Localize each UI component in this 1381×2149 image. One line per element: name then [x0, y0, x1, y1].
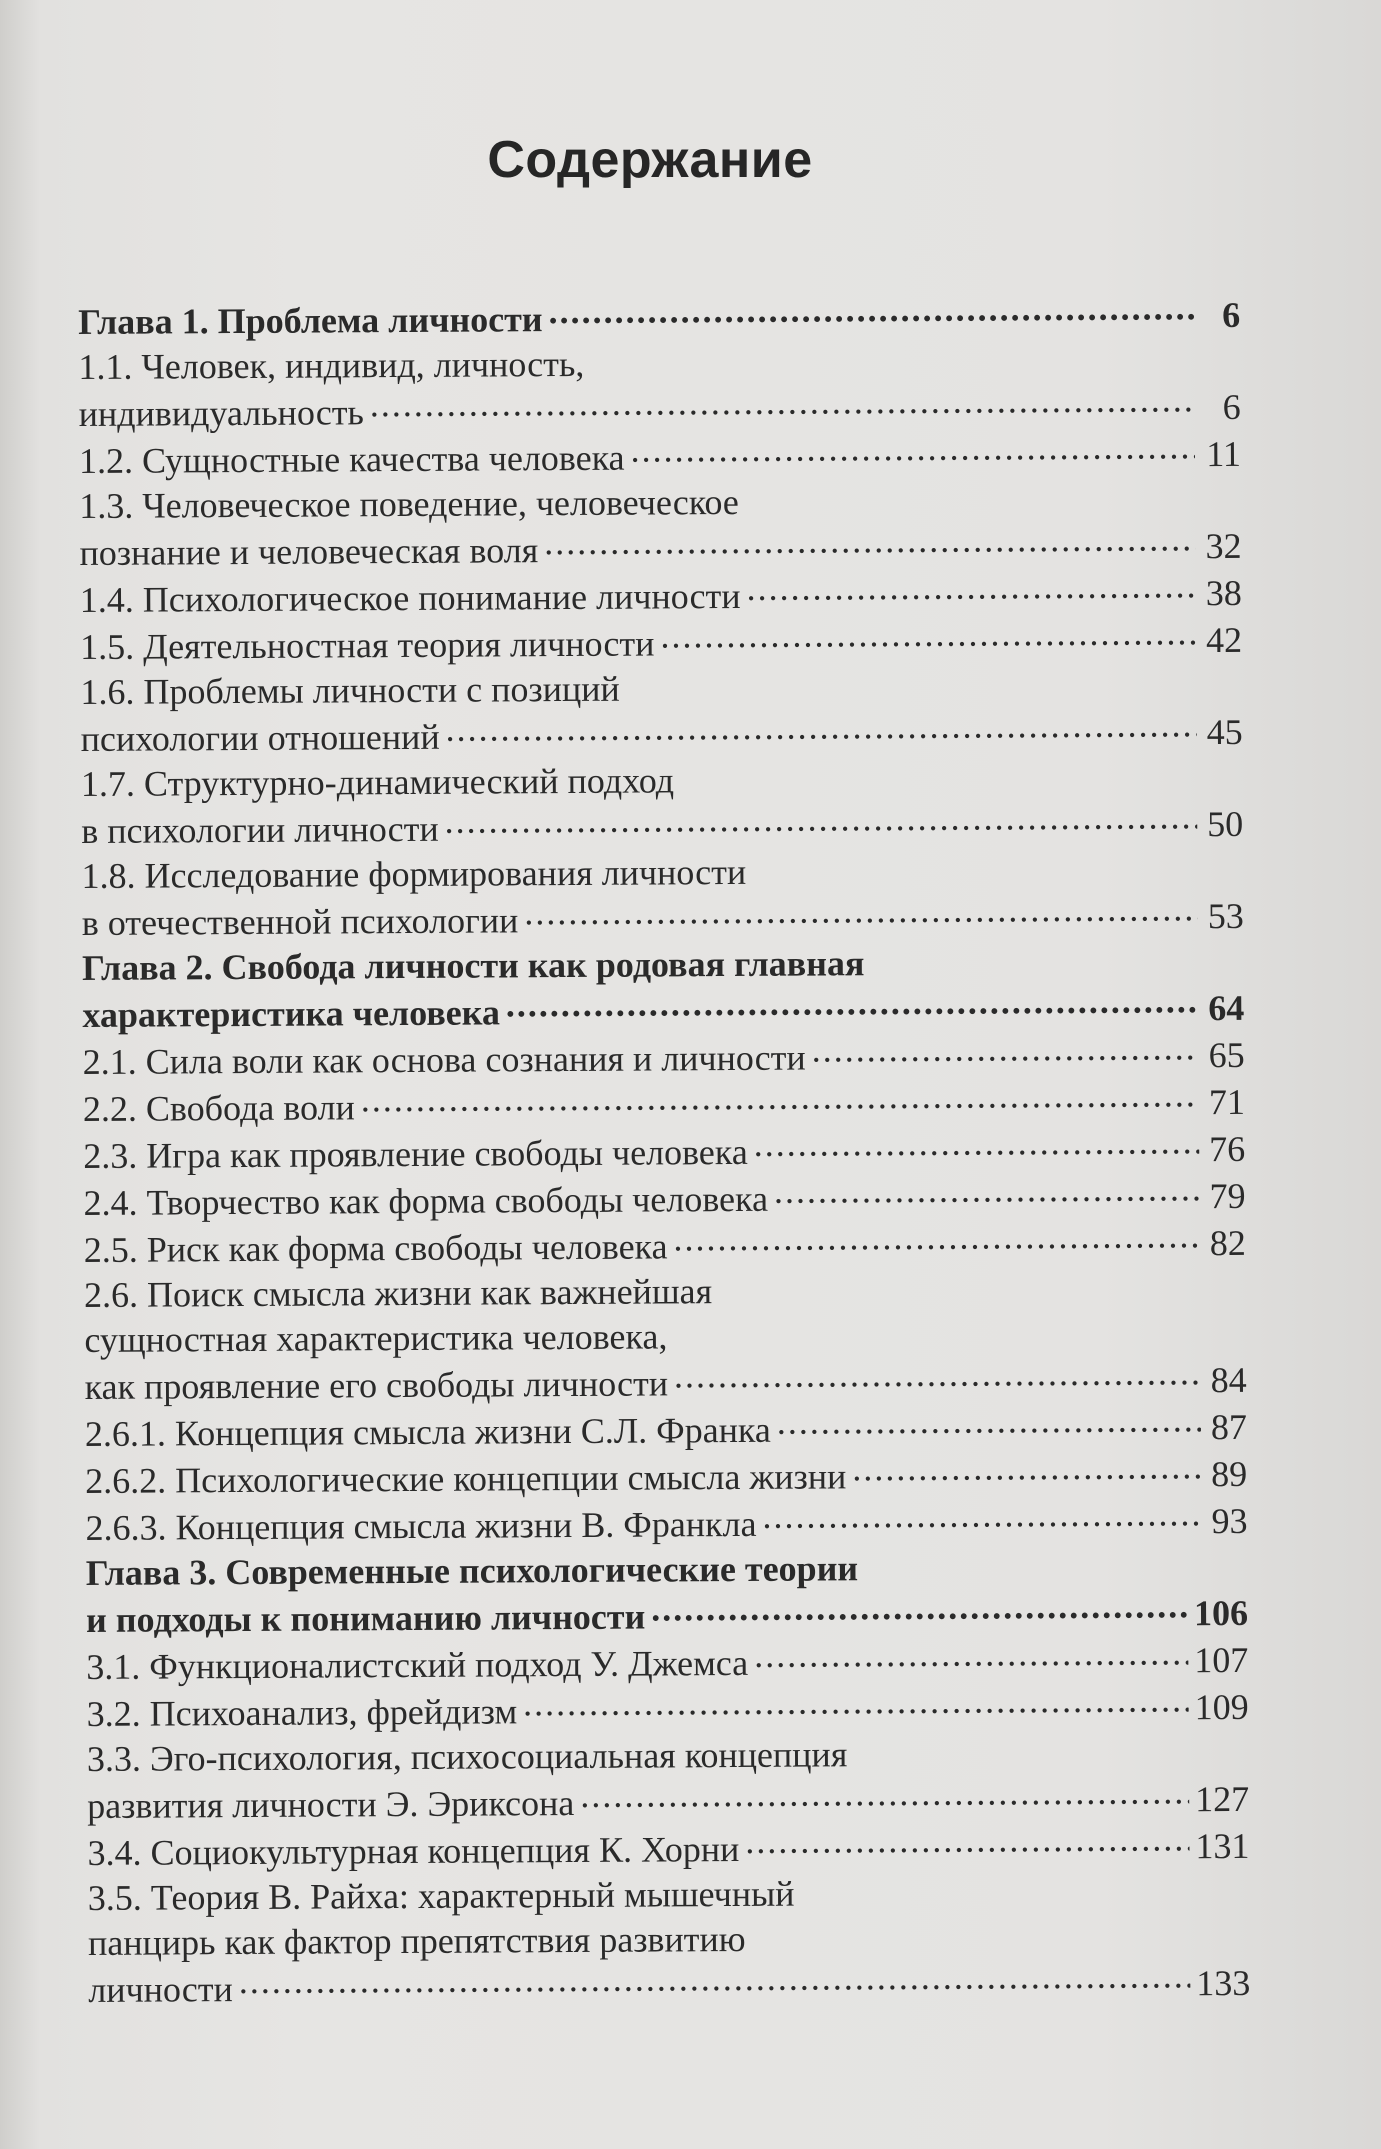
toc-entry-title-line: 2.2. Свобода воли: [82, 1087, 355, 1129]
toc-entry-title-line: 1.7. Структурно-динамический подход: [80, 760, 675, 804]
dot-leader: [745, 1822, 1189, 1861]
toc-section-entry: [85, 1497, 1247, 1551]
toc-entry-title-line: 1.8. Исследование формирования личности: [81, 851, 747, 896]
toc-entry-last-line: [85, 1403, 1247, 1457]
toc-entry-last-line: [81, 800, 1243, 854]
dot-leader: [812, 1031, 1199, 1069]
dot-leader: [852, 1450, 1201, 1488]
dot-leader: [754, 1636, 1188, 1675]
toc-entry-last-line: [80, 569, 1242, 623]
toc-entry-last-line: [87, 1822, 1249, 1876]
dot-leader: [774, 1172, 1200, 1211]
toc-section-entry: [87, 1822, 1249, 1876]
toc-section-entry: [87, 1730, 1250, 1829]
toc-page-number: 6: [1222, 294, 1241, 336]
toc-entry-last-line: [79, 522, 1241, 576]
dot-leader: [445, 708, 1196, 749]
toc-entry-title-line: 3.5. Теория В. Райха: характерный мышечный: [87, 1873, 795, 1918]
toc-entry-title-line: 1.4. Психологическое понимание личности: [79, 575, 741, 620]
toc-entry-title-line: 2.6.1. Концепция смысла жизни С.Л. Франка: [84, 1409, 771, 1454]
toc-entry-last-line: [83, 1125, 1245, 1179]
toc-entry-last-line: [87, 1683, 1249, 1737]
toc-entry-title-line: в отечественной психологии: [81, 900, 519, 943]
toc-entry-title-line: 1.2. Сущностные качества человека: [78, 437, 625, 481]
toc-entry-title-line: 2.6.3. Концепция смысла жизни В. Франкла: [85, 1503, 757, 1548]
toc-entry-title-line: 3.3. Эго-психология, психосоциальная концепция: [86, 1734, 848, 1779]
dot-leader: [580, 1775, 1189, 1815]
toc-entry-title-line: в психологии личности: [81, 808, 439, 851]
dot-leader: [746, 569, 1195, 608]
toc-entry-last-line: [81, 708, 1243, 762]
toc-entry-title-line: личности: [88, 1969, 233, 2010]
toc-chapter-entry: [78, 291, 1240, 345]
toc-section-entry: [81, 847, 1244, 946]
table-of-contents: [78, 291, 1250, 2013]
toc-page-number: 84: [1210, 1359, 1247, 1401]
toc-page-number: 11: [1206, 433, 1242, 475]
toc-page-number: 64: [1208, 987, 1245, 1029]
toc-entry-title-line: сущностная характеристика человека,: [84, 1316, 668, 1360]
toc-page-number: 89: [1211, 1453, 1248, 1495]
dot-leader: [651, 1589, 1188, 1628]
toc-entry-last-line: [78, 291, 1240, 345]
toc-section-entry: [83, 1172, 1245, 1226]
toc-page-number: 109: [1194, 1686, 1249, 1728]
toc-entry-title-line: 2.1. Сила воли как основа сознания и личности: [82, 1037, 806, 1082]
dot-leader: [754, 1125, 1200, 1164]
dot-leader: [239, 1959, 1191, 2001]
toc-section-entry: [86, 1636, 1248, 1690]
toc-page-number: 38: [1205, 572, 1242, 614]
toc-entry-last-line: [83, 1078, 1245, 1132]
toc-entry-title-line: познание и человеческая воля: [79, 530, 539, 573]
toc-entry-title-line: как проявление его свободы личности: [84, 1363, 669, 1407]
toc-entry-last-line: [85, 1450, 1247, 1504]
toc-page-number: 87: [1210, 1406, 1248, 1448]
toc-page-number: 6: [1222, 386, 1241, 428]
toc-entry-title-line: 1.6. Проблемы личности с позиций: [80, 668, 620, 712]
toc-entry-title-line: Глава 2. Свобода личности как родовая главная: [81, 943, 865, 988]
toc-page-number: 50: [1207, 803, 1244, 845]
toc-page-number: 45: [1206, 711, 1243, 753]
toc-section-entry: [83, 1078, 1245, 1132]
toc-entry-last-line: [84, 1219, 1246, 1273]
toc-entry-title-line: развития личности Э. Эриксона: [87, 1782, 575, 1826]
toc-section-entry: [85, 1403, 1247, 1457]
toc-entry-title-line: психологии отношений: [80, 716, 440, 759]
toc-entry-last-line: [86, 1589, 1248, 1643]
toc-entry-title-line: и подходы к пониманию личности: [85, 1596, 646, 1640]
toc-entry-last-line: [82, 892, 1244, 946]
toc-section-entry: [80, 663, 1243, 762]
toc-page-number: 42: [1205, 619, 1243, 661]
dot-leader: [777, 1403, 1201, 1442]
dot-leader: [524, 892, 1198, 932]
toc-page-number: 79: [1209, 1175, 1246, 1217]
toc-entry-title-line: 2.4. Творчество как форма свободы человека: [83, 1178, 769, 1223]
toc-entry-last-line: [83, 1031, 1245, 1085]
toc-page-number: 127: [1195, 1778, 1250, 1820]
toc-section-entry: [80, 569, 1242, 623]
dot-leader: [523, 1683, 1189, 1723]
toc-entry-last-line: [80, 616, 1242, 670]
toc-entry-last-line: [87, 1775, 1249, 1829]
toc-entry-last-line: [82, 984, 1244, 1038]
toc-section-entry: [88, 1869, 1251, 2013]
toc-entry-last-line: [85, 1356, 1247, 1410]
dot-leader: [548, 291, 1194, 331]
toc-section-entry: [79, 430, 1241, 484]
toc-entry-title-line: 3.1. Функционалистский подход У. Джемса: [86, 1642, 749, 1687]
toc-entry-title-line: 1.5. Деятельностная теория личности: [80, 623, 655, 667]
toc-page-number: 133: [1196, 1962, 1251, 2004]
toc-section-entry: [79, 477, 1242, 576]
toc-entry-title-line: Глава 3. Современные психологические теории: [85, 1548, 859, 1593]
dot-leader: [673, 1219, 1199, 1258]
toc-section-entry: [83, 1031, 1245, 1085]
toc-entry-last-line: [86, 1636, 1248, 1690]
toc-page-number: 82: [1209, 1222, 1246, 1264]
toc-page-number: 53: [1207, 895, 1244, 937]
toc-entry-title-line: панцирь как фактор препятствия развитию: [87, 1918, 746, 1963]
toc-entry-title-line: 2.6.2. Психологические концепции смысла жизни: [85, 1456, 847, 1501]
toc-entry-last-line: [88, 1959, 1250, 2013]
dot-leader: [506, 984, 1199, 1024]
toc-page-number: 76: [1209, 1128, 1246, 1170]
toc-entry-title-line: 3.2. Психоанализ, фрейдизм: [86, 1691, 518, 1734]
dot-leader: [674, 1356, 1201, 1395]
toc-section-entry: [84, 1219, 1246, 1273]
toc-page-number: 107: [1194, 1639, 1249, 1681]
toc-section-entry: [78, 338, 1241, 437]
toc-entry-title-line: 3.4. Социокультурная концепция К. Хорни: [87, 1828, 740, 1873]
dot-leader: [630, 430, 1195, 469]
dot-leader: [660, 616, 1196, 655]
dot-leader: [445, 800, 1198, 841]
toc-entry-title-line: 2.5. Риск как форма свободы человека: [83, 1226, 668, 1270]
toc-entry-title-line: 1.1. Человек, индивид, личность,: [78, 343, 585, 387]
dot-leader: [762, 1497, 1201, 1536]
toc-section-entry: [80, 616, 1242, 670]
toc-page-number: 106: [1193, 1592, 1249, 1634]
toc-entry-last-line: [83, 1172, 1245, 1226]
toc-page-number: 71: [1208, 1081, 1246, 1123]
dot-leader: [361, 1078, 1199, 1119]
toc-entry-title-line: 2.3. Игра как проявление свободы человека: [83, 1131, 748, 1176]
toc-entry-title-line: 1.3. Человеческое поведение, человеческое: [79, 481, 739, 526]
toc-section-entry: [83, 1125, 1245, 1179]
toc-section-entry: [87, 1683, 1249, 1737]
toc-entry-title-line: 2.6. Поиск смысла жизни как важнейшая: [83, 1271, 713, 1315]
toc-page-number: 32: [1205, 525, 1242, 567]
toc-entry-last-line: [79, 383, 1241, 437]
toc-section-entry: [85, 1450, 1247, 1504]
toc-page-number: 93: [1211, 1500, 1248, 1542]
toc-page-number: 65: [1208, 1034, 1245, 1076]
dot-leader: [370, 383, 1195, 424]
toc-section-entry: [81, 755, 1244, 854]
toc-entry-last-line: [85, 1497, 1247, 1551]
toc-entry-title-line: характеристика человека: [82, 992, 501, 1035]
toc-chapter-entry: [82, 939, 1245, 1038]
toc-section-entry: [84, 1266, 1247, 1410]
toc-chapter-entry: [86, 1544, 1249, 1643]
toc-entry-title-line: индивидуальность: [78, 392, 365, 434]
toc-page-number: 131: [1195, 1825, 1250, 1867]
page-title: Содержание: [487, 131, 813, 189]
dot-leader: [544, 522, 1196, 562]
toc-entry-last-line: [79, 430, 1241, 484]
toc-entry-title-line: Глава 1. Проблема личности: [78, 299, 543, 342]
